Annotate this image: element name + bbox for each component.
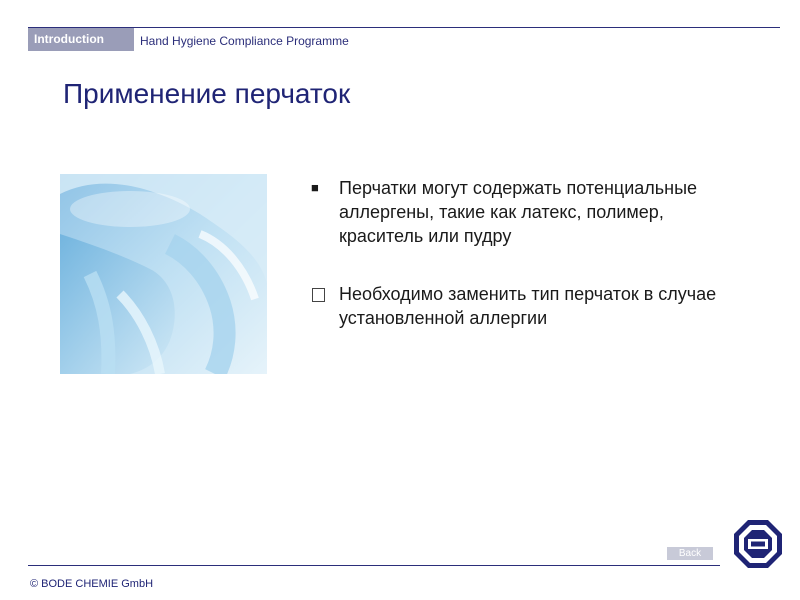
bode-logo	[733, 519, 783, 569]
back-button[interactable]: Back	[667, 547, 713, 560]
bullet-text: Перчатки могут содержать потенциальные аллергены, такие как латекс, полимер, краситель или пудру	[339, 178, 698, 246]
bullet-list	[311, 176, 751, 330]
missing-glyph-box-icon	[311, 282, 339, 306]
header-divider	[28, 27, 780, 28]
footer-divider	[28, 565, 720, 566]
gloves-photo	[60, 174, 267, 374]
bullet-text: Необходимо заменить тип перчаток в случае установленной аллергии	[339, 284, 717, 328]
square-bullet-icon: ■	[311, 180, 319, 195]
section-tab-introduction: Introduction	[28, 28, 134, 51]
copyright: © BODE CHEMIE GmbH	[30, 578, 154, 590]
page-title: Применение перчаток	[63, 78, 351, 109]
programme-title: Hand Hygiene Compliance Programme	[140, 34, 349, 48]
list-item	[311, 176, 751, 248]
list-item	[311, 282, 751, 330]
